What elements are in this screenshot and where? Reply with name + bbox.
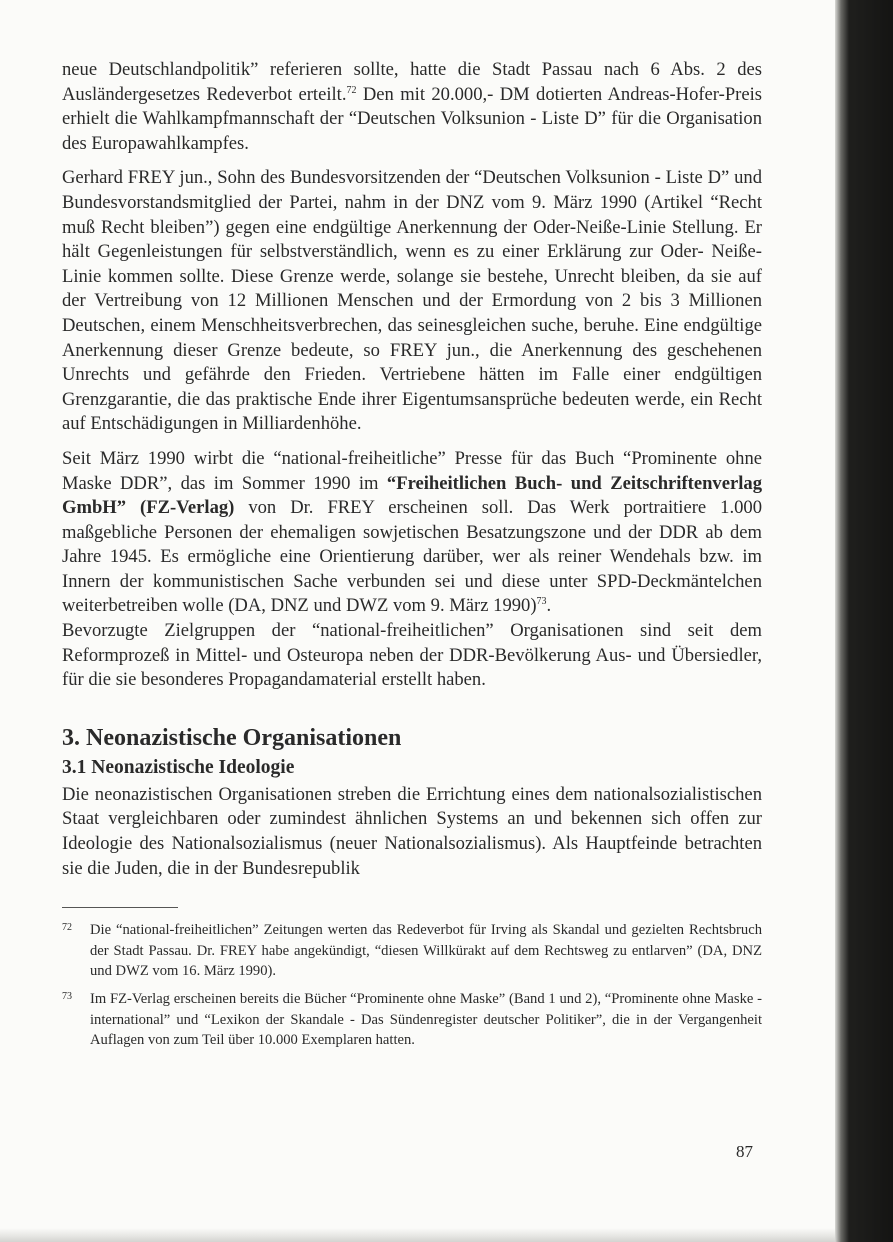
footnote-ref-73[interactable]: 73 bbox=[536, 596, 547, 608]
publisher-name-bold: “Freiheitlichen Buch- und Zeitschriftenverlag GmbH” (FZ-Verlag) bbox=[62, 472, 762, 519]
footnote-text: Die “national-freiheitlichen” Zeitungen werten das Redeverbot für Irving als Skandal und gezielten Rechtsbruch der Stadt Passau. Dr. FREY habe angekündigt, “diesen Willkürakt auf dem Rechtsweg zu entlarven” (DA, DNZ und DWZ vom 16. März 1990). bbox=[90, 922, 762, 980]
paragraph-ideologie: Die neonazistischen Organisationen streben die Errichtung eines dem nationalsozialistischen Staat vergleichbaren oder zumindest ähnlichen Systems an und bekennen sich offen zur Ideologie des Nationalsozialismus (neuer Nationalsozialismus). Als Hauptfeinde betrachten sie die Juden, die in der Bundesrepublik bbox=[62, 783, 762, 879]
page-content bbox=[62, 58, 762, 1059]
paragraph-text: Seit März 1990 wirbt die “national-freiheitliche” Presse für das Buch “Prominente ohne Maske DDR”, das im Sommer 1990 im bbox=[62, 447, 762, 494]
scan-shadow-bottom bbox=[0, 1228, 835, 1242]
footnote-73 bbox=[62, 989, 762, 1050]
paragraph-text: von Dr. FREY erscheinen soll. Das Werk portraitiere 1.000 maßgebliche Personen der ehemaligen sowjetischen Besatzungszone und der DDR ab dem Jahre 1945. Es ermögliche eine Orientierung darüber, wer als reiner Wendehals bzw. im Innern der kommunistischen Sache verbunden sei und diese unter SPD-Deckmäntelchen weiterbetreiben wolle (DA, DNZ und DWZ vom 9. März 1990) bbox=[62, 497, 762, 617]
paragraph-fz-verlag bbox=[62, 447, 762, 619]
footnote-number: 72 bbox=[62, 922, 72, 934]
section-heading: 3. Neonazistische Organisationen bbox=[62, 724, 402, 751]
paragraph-text: neue Deutschlandpolitik” referieren sollte, hatte die Stadt Passau nach 6 Abs. 2 des Ausländergesetzes Redeverbot erteilt. bbox=[62, 59, 762, 105]
paragraph-zielgruppen: Bevorzugte Zielgruppen der “national-freiheitlichen” Organisationen sind seit dem Reformprozeß in Mittel- und Osteuropa neben der DDR-Bevölkerung Aus- und Übersiedler, für die sie besonderes Propagandamaterial erstellt haben. bbox=[62, 620, 762, 691]
subsection-heading: 3.1 Neonazistische Ideologie bbox=[62, 756, 295, 778]
footnote-divider bbox=[62, 907, 178, 908]
footnote-text: Im FZ-Verlag erscheinen bereits die Bücher “Prominente ohne Maske” (Band 1 und 2), “Prominente ohne Maske - international” und “Lexikon der Skandale - Das Sündenregister deutscher Politiker”, die in der Vergangenheit Auflagen von zum Teil über 10.000 Exemplaren hatten. bbox=[90, 991, 762, 1049]
footnote-number: 73 bbox=[62, 991, 72, 1003]
paragraph-text: Den mit 20.000,- DM dotierten Andreas-Hofer-Preis erhielt die Wahlkampfmannschaft der “Deutschen Volksunion - Liste D” für die Organisation des Europawahlkampfes. bbox=[62, 83, 763, 154]
paragraph-frey-jun: Gerhard FREY jun., Sohn des Bundesvorsitzenden der “Deutschen Volksunion - Liste D” und Bundesvorstandsmitglied der Partei, nahm in der DNZ vom 9. März 1990 (Artikel “Recht muß Recht bleiben”) gegen eine endgültige Anerkennung der Oder-Neiße-Linie Stellung. Er hält Gegenleistungen für selbstverständlich, wenn es zu einer Erklärung zur Oder- Neiße-Linie kommen sollte. Diese Grenze werde, solange sie bestehe, Unrecht bleiben, da sie auf der Vertreibung von 12 Millionen Menschen und der Ermordung von 2 bis 3 Millionen Deutschen, einem Menschheitsverbrechen, das seinesgleichen suche, beruhe. Eine endgültige Anerkennung dieser Grenze bedeute, so FREY jun., die Anerkennung des geschehenen Unrechts und gefährde den Frieden. Vertriebene hätten im Falle einer endgültigen Grenzgarantie, die das praktische Ende ihrer Eigentumsansprüche bedeuten werde, ein Recht auf Entschädigungen in Milliardenhöhe. bbox=[62, 167, 762, 435]
paragraph-text: . bbox=[546, 595, 552, 617]
footnote-ref-72[interactable]: 72 bbox=[346, 84, 357, 96]
page-number: 87 bbox=[736, 1142, 753, 1161]
footnote-72 bbox=[62, 920, 762, 981]
paragraph-europawahl bbox=[62, 58, 762, 156]
scan-shadow-right bbox=[835, 0, 893, 1242]
